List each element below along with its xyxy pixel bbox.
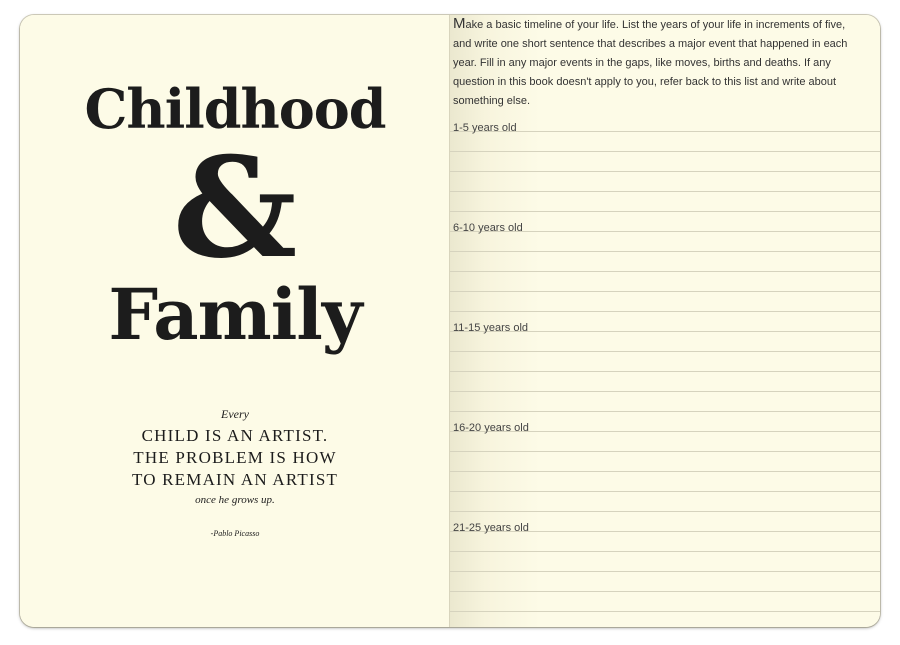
instructions-first-letter: M bbox=[453, 15, 466, 32]
writing-line bbox=[450, 291, 880, 292]
title-family: Family bbox=[108, 273, 362, 356]
writing-line bbox=[450, 351, 880, 352]
quote-attribution: -Pablo Picasso bbox=[210, 529, 260, 538]
writing-line bbox=[450, 371, 880, 372]
age-label-21-25: 21-25 years old bbox=[453, 522, 529, 534]
writing-line bbox=[450, 171, 880, 172]
writing-line bbox=[450, 271, 880, 272]
book-gutter bbox=[449, 15, 450, 627]
title-ampersand: & bbox=[172, 126, 298, 289]
writing-line bbox=[450, 571, 880, 572]
writing-line bbox=[450, 591, 880, 592]
quote-line-3: TO REMAIN AN ARTIST bbox=[131, 470, 339, 489]
writing-line bbox=[450, 611, 880, 612]
instructions-text: ake a basic timeline of your life. List the years of your life in increments of five, and write one short sentence that describes a major event that happened in each year. Fill in any major events in the gaps, like moves, births and deaths. If any question in this book doesn't apply to you, refer back to this list and write about something else. bbox=[453, 19, 848, 107]
title-childhood: Childhood bbox=[84, 77, 386, 141]
writing-line bbox=[450, 311, 880, 312]
writing-line bbox=[450, 211, 880, 212]
quote-tail: once he grows up. bbox=[195, 494, 275, 506]
writing-line bbox=[450, 471, 880, 472]
left-page bbox=[20, 15, 450, 627]
age-label-16-20: 16-20 years old bbox=[453, 422, 529, 434]
writing-line bbox=[450, 451, 880, 452]
writing-line bbox=[450, 511, 880, 512]
quote-lead: Every bbox=[221, 407, 249, 421]
writing-line bbox=[450, 491, 880, 492]
writing-line bbox=[450, 251, 880, 252]
quote-line-1: CHILD IS AN ARTIST. bbox=[141, 426, 329, 445]
age-label-1-5: 1-5 years old bbox=[453, 122, 517, 134]
quote-line-2: THE PROBLEM IS HOW bbox=[133, 448, 337, 467]
age-label-6-10: 6-10 years old bbox=[453, 222, 523, 234]
age-label-11-15: 11-15 years old bbox=[453, 322, 529, 334]
writing-line bbox=[450, 191, 880, 192]
writing-line bbox=[450, 411, 880, 412]
writing-line bbox=[450, 151, 880, 152]
writing-line bbox=[450, 551, 880, 552]
writing-line bbox=[450, 391, 880, 392]
timeline-instructions bbox=[453, 14, 848, 111]
